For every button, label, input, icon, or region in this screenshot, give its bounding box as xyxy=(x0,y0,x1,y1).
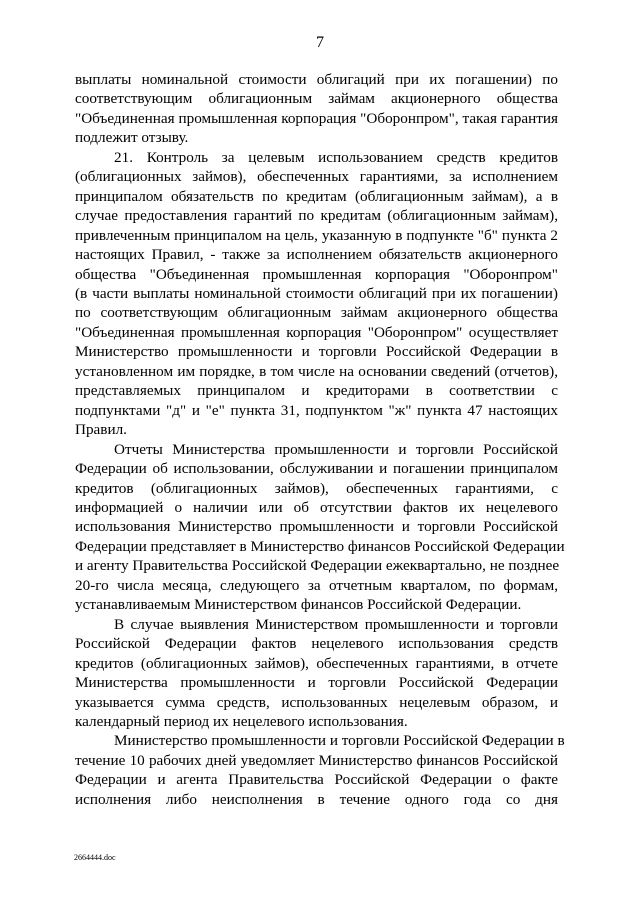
text-line: Правил. xyxy=(75,421,127,439)
text-line: календарный период их нецелевого использования. xyxy=(75,712,408,730)
text-line: течение 10 рабочих дней уведомляет Министерство финансов Российской xyxy=(75,751,558,769)
text-line: привлеченным принципалом на цель, указанную в подпункте "б" пункта 2 xyxy=(75,226,558,244)
text-line: исполнения либо неисполнения в течение одного года со дня xyxy=(75,790,558,808)
text-line: и агенту Правительства Российской Федерации ежеквартально, не позднее xyxy=(75,557,560,575)
text-line: по соответствующим облигационным займам акционерного общества xyxy=(75,304,558,322)
text-line: (в части выплаты номинальной стоимости облигаций при их погашении) xyxy=(75,284,558,302)
text-line: Федерации и агента Правительства Российской Федерации о факте xyxy=(75,771,558,789)
paragraph-misuse xyxy=(75,615,558,732)
text-line: настоящих Правил, - также за исполнением обязательств акционерного xyxy=(75,246,558,264)
text-line: кредитов (облигационных займов), обеспеченных гарантиями, с xyxy=(75,479,558,497)
paragraph-item-21 xyxy=(75,148,558,440)
text-line: "Объединенная промышленная корпорация "Оборонпром", такая гарантия xyxy=(75,109,558,127)
paragraph-continuation xyxy=(75,70,558,148)
text-line: кредитов (облигационных займов), обеспеченных гарантиями, в отчете xyxy=(75,654,558,672)
text-line: представляемых принципалом и кредиторами в соответствии с xyxy=(75,382,558,400)
text-line: указывается сумма средств, использованных нецелевым образом, и xyxy=(75,693,558,711)
page-number: 7 xyxy=(316,34,324,51)
text-line: устанавливаемым Министерством финансов Российской Федерации. xyxy=(75,596,522,614)
text-line: установленном им порядке, в том числе на основании сведений (отчетов), xyxy=(75,362,558,380)
text-line: "Объединенная промышленная корпорация "Оборонпром" осуществляет xyxy=(75,323,558,341)
document-file-code: 2664444.doc xyxy=(74,853,116,862)
text-line: подлежит отзыву. xyxy=(75,129,189,147)
text-line: выплаты номинальной стоимости облигаций при их погашении) по xyxy=(75,71,558,88)
text-line: Федерации представляет в Министерство финансов Российской Федерации xyxy=(75,537,565,555)
text-line: Федерации об использовании, обслуживании и погашении принципалом xyxy=(75,460,558,478)
text-line: Министерства промышленности и торговли Российской Федерации xyxy=(75,674,558,692)
text-line: соответствующим облигационным займам акционерного общества xyxy=(75,90,558,108)
text-line: В случае выявления Министерством промышленности и торговли xyxy=(114,615,558,633)
text-line: Министерство промышленности и торговли Российской Федерации в xyxy=(75,343,558,361)
text-line: Отчеты Министерства промышленности и торговли Российской xyxy=(114,440,558,458)
text-line: подпунктами "д" и "е" пункта 31, подпунктом "ж" пункта 47 настоящих xyxy=(75,401,558,419)
text-line: информацией о наличии или об отсутствии фактов их нецелевого xyxy=(75,498,558,516)
text-line: принципалом обязательств по кредитам (облигационным займам), а в xyxy=(75,187,558,205)
text-line: 20-го числа месяца, следующего за отчетным кварталом, по формам, xyxy=(75,576,558,594)
text-line: Российской Федерации фактов нецелевого использования средств xyxy=(75,635,558,653)
paragraph-reports xyxy=(75,440,565,615)
text-line: общества "Объединенная промышленная корпорация "Оборонпром" xyxy=(75,265,558,283)
text-line: 21. Контроль за целевым использованием средств кредитов xyxy=(114,148,558,166)
text-line: случае предоставления гарантий по кредитам (облигационным займам), xyxy=(75,207,558,225)
paragraph-notification xyxy=(75,731,565,809)
document-body xyxy=(75,70,565,809)
text-line: (облигационных займов), обеспеченных гарантиями, за исполнением xyxy=(75,168,558,186)
text-line: использования Министерство промышленности и торговли Российской xyxy=(75,518,558,536)
text-line: Министерство промышленности и торговли Российской Федерации в xyxy=(114,732,565,750)
